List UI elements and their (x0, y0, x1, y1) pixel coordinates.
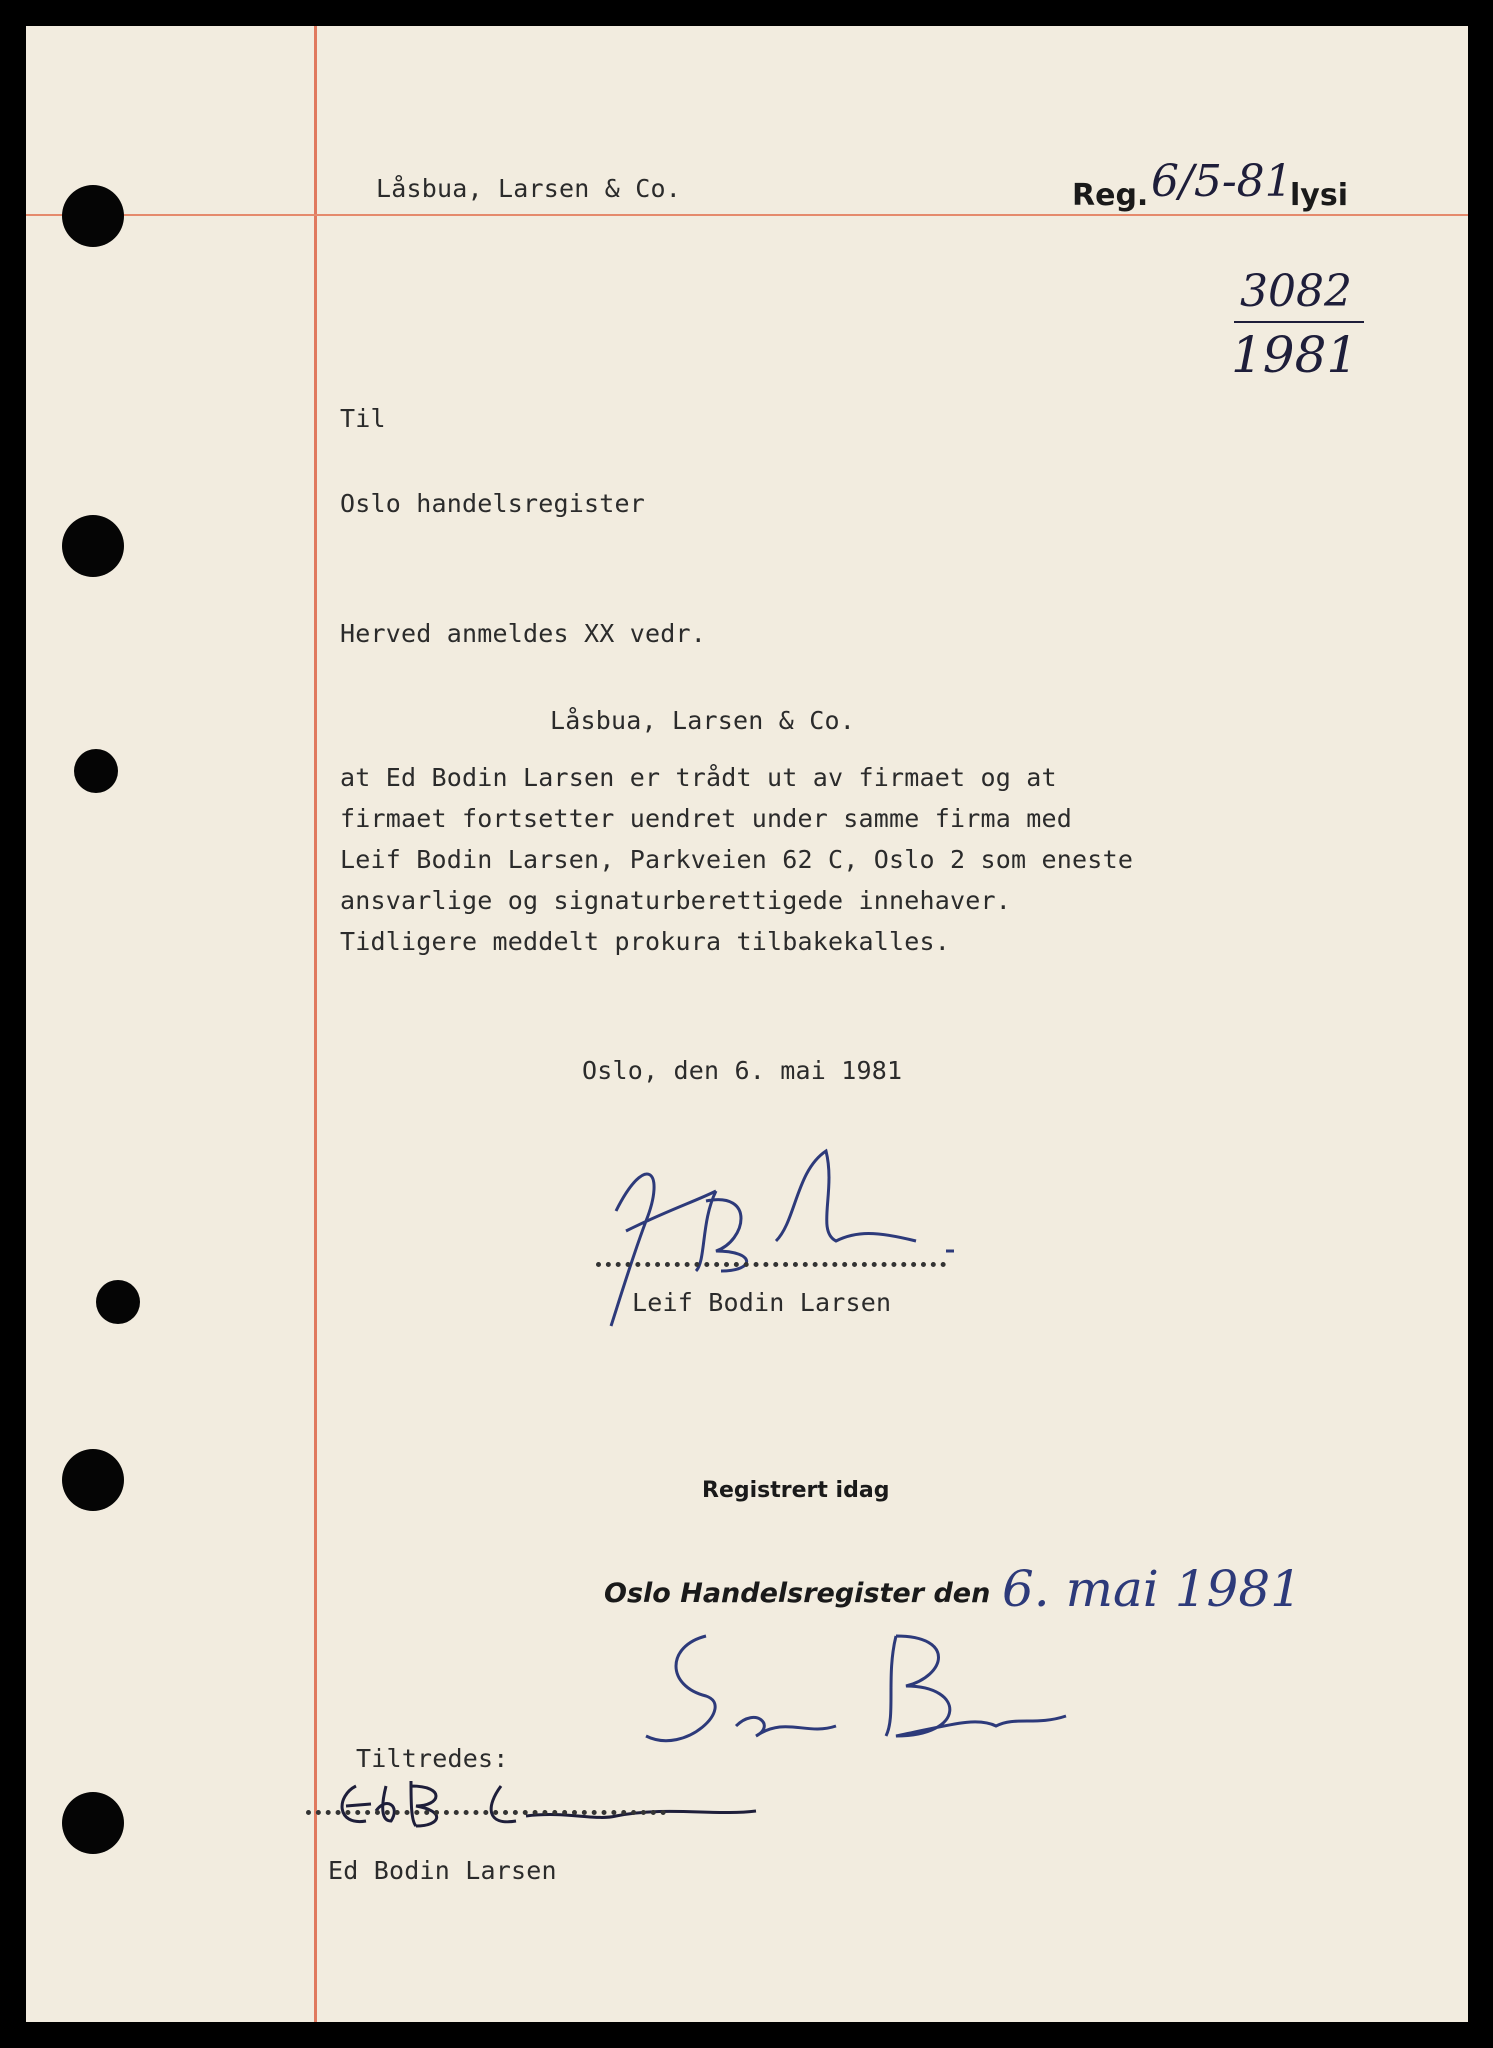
document-page (26, 26, 1468, 2022)
case-year: 1981 (1231, 326, 1359, 384)
registered-stamp: Registrert idag (702, 1478, 890, 1503)
reg-date-handwritten: 6/5-81 (1151, 156, 1293, 207)
consent-label: Tiltredes: (356, 1744, 509, 1773)
body-line-4: ansvarlige og signaturberettigede innehaver. (340, 886, 1012, 915)
signature-line-ed (306, 1810, 666, 1815)
punch-hole-5 (62, 1449, 124, 1511)
firm-name: Låsbua, Larsen & Co. (550, 706, 856, 735)
punch-hole-3 (74, 749, 118, 793)
body-line-1: at Ed Bodin Larsen er trådt ut av firmaet og at (340, 763, 1057, 792)
signature-ed (316, 1766, 776, 1846)
case-number-divider (1234, 321, 1364, 323)
body-line-3: Leif Bodin Larsen, Parkveien 62 C, Oslo 2 som eneste (340, 845, 1134, 874)
reg-suffix: lysi (1290, 178, 1348, 213)
signature-registrar (626, 1616, 1106, 1766)
registry-label: Oslo Handelsregister den (604, 1578, 991, 1609)
recipient: Oslo handelsregister (340, 489, 646, 518)
header-rule (26, 214, 1468, 216)
signer-name: Leif Bodin Larsen (632, 1288, 892, 1317)
body-line-2: firmaet fortsetter uendret under samme firma med (340, 804, 1073, 833)
punch-hole-4 (96, 1280, 140, 1324)
to-label: Til (340, 404, 386, 433)
punch-hole-6 (62, 1792, 124, 1854)
intro-line: Herved anmeldes XX vedr. (340, 619, 707, 648)
place-date: Oslo, den 6. mai 1981 (582, 1056, 903, 1085)
reg-label: Reg. (1072, 178, 1149, 213)
case-number: 3082 (1240, 266, 1352, 317)
margin-line (314, 26, 317, 2022)
header-company: Låsbua, Larsen & Co. (376, 174, 682, 203)
punch-hole-1 (62, 185, 124, 247)
registry-date-handwritten: 6. mai 1981 (1002, 1560, 1302, 1618)
punch-hole-2 (62, 515, 124, 577)
consent-name: Ed Bodin Larsen (328, 1856, 557, 1885)
body-line-5: Tidligere meddelt prokura tilbakekalles. (340, 927, 951, 956)
signature-line-leif (596, 1262, 946, 1267)
